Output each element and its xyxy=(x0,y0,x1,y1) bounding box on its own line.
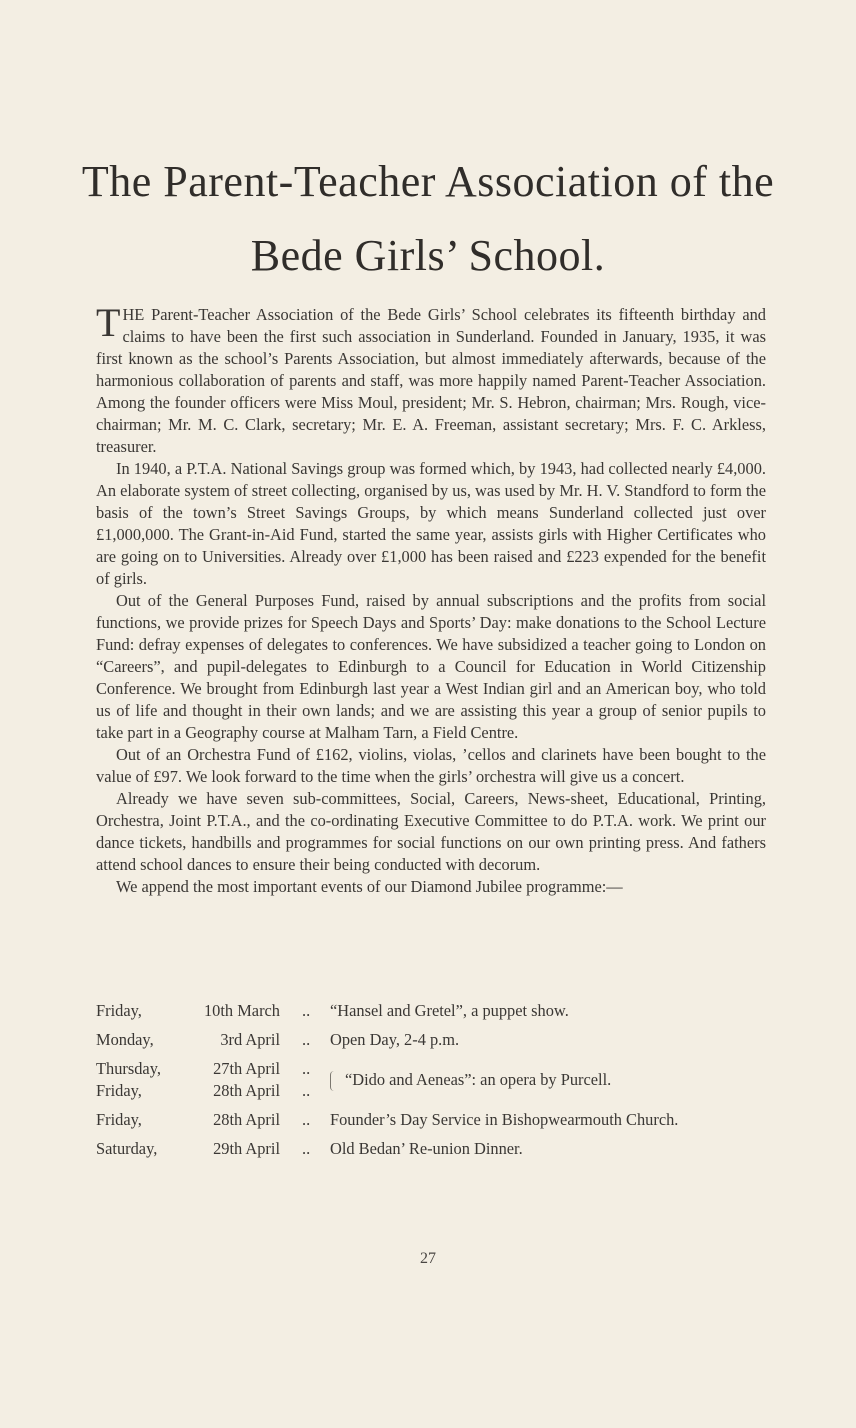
programme-row xyxy=(96,1138,766,1160)
programme-date: 3rd April xyxy=(220,1030,280,1049)
programme-leader: .. xyxy=(302,1081,311,1100)
paragraph-2: In 1940, a P.T.A. National Savings group was formed which, by 1943, had collected nearly £4,000. An elaborate system of street collecting, organised by us, was used by Mr. H. V. Standford to form the basis of the town’s Street Savings Groups, by which means Sunderland collected just over £1,000,000. The Grant-in-Aid Fund, started the same year, assists girls with Higher Certificates who are going on to Universities. Already over £1,000 has been raised and £223 expended for the benefit of girls. xyxy=(96,459,766,588)
programme-event-text: “Dido and Aeneas”: an opera by Purcell. xyxy=(345,1070,612,1089)
paragraph-1 xyxy=(96,300,766,458)
programme-day: Friday, xyxy=(96,1110,142,1129)
brace-mark xyxy=(330,1071,339,1091)
programme-day: Monday, xyxy=(96,1030,154,1049)
article-body xyxy=(96,300,766,898)
programme-leader: .. xyxy=(302,1001,311,1020)
paragraph-3: Out of the General Purposes Fund, raised by annual subscriptions and the profits from social functions, we provide prizes for Speech Days and Sports’ Day: make donations to the School Lecture Fund: defray expenses of delegates to conferences. We have subsidized a teacher going to London on “Careers”, and pupil-delegates to Edinburgh to a Council for Education in World Citizenship Conference. We brought from Edinburgh last year a West Indian girl and an American boy, who told us of life and thought in their own lands; and we are assisting this year a group of senior pupils to take part in a Geography course at Malham Tarn, a Field Centre. xyxy=(96,591,766,742)
programme-event: Founder’s Day Service in Bishopwearmouth Church. xyxy=(330,1110,679,1129)
programme-row xyxy=(96,1109,766,1131)
programme-leader: .. xyxy=(302,1110,311,1129)
paragraph-5: Already we have seven sub-committees, Social, Careers, News-sheet, Educational, Printing, Orchestra, Joint P.T.A., and the co-ordinating Executive Committee to do P.T.A. work. We print our dance tickets, handbills and programmes for social functions on our own printing press. And fathers attend school dances to ensure their being conducted with decorum. xyxy=(96,789,766,874)
programme-day: Friday, xyxy=(96,1001,142,1020)
programme-row xyxy=(96,1000,766,1022)
programme-day: Saturday, xyxy=(96,1139,158,1158)
programme-date: 28th April xyxy=(213,1081,280,1100)
programme-day: Thursday, xyxy=(96,1059,161,1078)
programme-date: 10th March xyxy=(203,1001,280,1020)
programme-row xyxy=(96,1029,766,1051)
page-number: 27 xyxy=(420,1250,436,1267)
programme-event xyxy=(330,1069,766,1091)
programme-leader: .. xyxy=(302,1139,311,1158)
programme-leader: .. xyxy=(302,1030,311,1049)
programme-list xyxy=(96,1000,766,1160)
page-title-line-2: Bede Girls’ School. xyxy=(250,231,606,280)
page-title-line-1: The Parent-Teacher Association of the xyxy=(81,157,775,206)
programme-date: 27th April xyxy=(213,1059,280,1078)
paragraph-6: We append the most important events of our Diamond Jubilee programme:— xyxy=(116,877,623,896)
programme-event: Open Day, 2-4 p.m. xyxy=(330,1030,460,1049)
paragraph-4: Out of an Orchestra Fund of £162, violins, violas, ’cellos and clarinets have been bought to the value of £97. We look forward to the time when the girls’ orchestra will give us a concert. xyxy=(96,745,766,786)
programme-leader: .. xyxy=(302,1059,311,1078)
paragraph-1-text: HE Parent-Teacher Association of the Bede Girls’ School celebrates its fifteenth birthday and claims to have been the first such association in Sunderland. Founded in January, 1935, it was first known as the school’s Parents Association, but almost immediately afterwards, because of the harmonious collaboration of parents and staff, was more happily named Parent-Teacher Association. Among the founder officers were Miss Moul, president; Mr. S. Hebron, chairman; Mrs. Rough, vice-chairman; Mr. M. C. Clark, secretary; Mr. E. A. Freeman, assistant secretary; Mrs. F. C. Arkless, treasurer. xyxy=(96,305,766,456)
programme-date: 28th April xyxy=(213,1110,280,1129)
programme-event: “Hansel and Gretel”, a puppet show. xyxy=(330,1001,569,1020)
programme-event: Old Bedan’ Re-union Dinner. xyxy=(330,1139,523,1158)
drop-cap: T xyxy=(96,300,121,345)
programme-day: Friday, xyxy=(96,1081,142,1100)
programme-date: 29th April xyxy=(213,1139,280,1158)
